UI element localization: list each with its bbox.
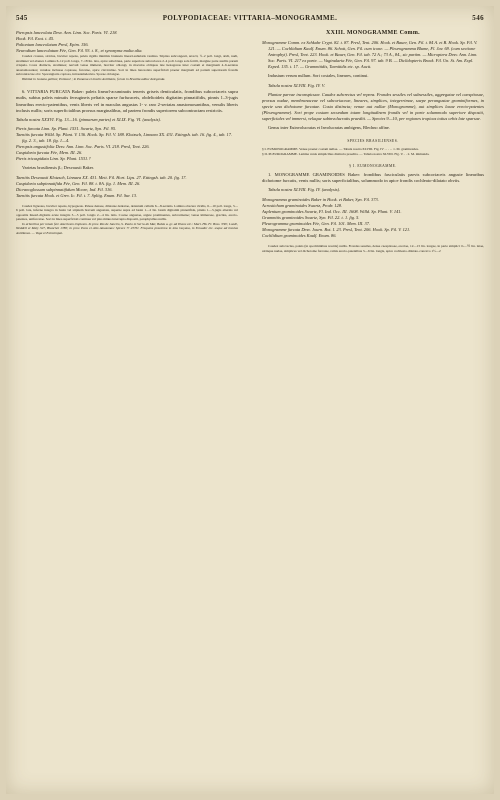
right-column-paragraph: [262, 156, 484, 164]
left-column-paragraph: Pteropsis angustifolia Desv. Ann. Linn. Soc. Paris. VI. 218. Presl, Tent. 226.: [16, 144, 150, 150]
left-column: [16, 30, 238, 790]
left-column-paragraph: Neurodium lanceolatum Fée, Gen. Fil. 93. t. 8., et synonyma multa alia.: [16, 48, 143, 54]
left-column-paragraph: Pteris tricuspidata Linn. Sp. Plant. 1531.?: [16, 156, 91, 162]
right-column-paragraph: Cochlidium graminoides Kaulf. Enum. 86.: [262, 233, 337, 239]
page-header: [16, 14, 484, 26]
right-column-paragraph: Asplenium graminoides Swartz, Fl. Ind. Occ. III. 1608. Willd. Sp. Plant. V. 141.: [262, 208, 402, 214]
running-head: POLYPODIACEAE: VITTARIA–MONOGRAMME.: [162, 14, 338, 22]
right-column-paragraph: XXIII. MONOGRAMME Comm.: [326, 30, 420, 36]
left-column-paragraph: Cuspidaria furcata Fée, Mem. III. 26.: [16, 150, 83, 156]
left-column-paragraph: Cuspidaria subpinnatifida Fée, Gen. Fil. 88. t. 8A. fig. 1. Mem. III. 26.: [16, 180, 141, 186]
left-column-paragraph: Pteris furcata Linn. Sp. Plant. 1531. Swartz, Syn. Fil. 95.: [16, 125, 117, 131]
left-column-paragraph: Varietas brasiliensis β.; Desvauxii Baker.: [22, 165, 94, 171]
left-column-paragraph: Caudex crassus, strictus, breviter repens, paleis rigidis minimis brunneis linearl-subulatis vestitus. Stipites subcongesti, arrecti, ½–2 poll. longi, atidi, nudi, straminei vel ebenei. Lamina 6–12 poll. longa, 7–18 lin. lata, apice subobtusa, parte superiore subcoriacea 2–4 poll. longa sola fertili, margine parte sterilis parum crispula. Costa distincta, straminea; nervuli venae immersi, breviter oblongi, in maculos obliquas late hexagonas inter costam et marginem 4–6-seriatas anastomosantes; venulae inclusae copiosae, furcatae, apice clavicultae. Sori in linea lanceolata superficiali praeter marginali ad partem superiorem frondis subcontractae obv. Sporangiaria copiosa, intrastamelevuta. Sporae oblongae.: [16, 54, 238, 77]
right-column-paragraph: Caudex subcrectus, paleis (in speciminibus nostris) nullis. Frondes sessiles, dense caespitosae, erectae, 12—15 lin. longae, in parte simplici ⅛—⅙ lin. latae, utrinque nudae, simplices vel dichotome furcatae, ramis erecto-patentibus 3—6 lin. longis, apice cochleato-dilatato-concavo 1½—2: [262, 244, 484, 253]
left-column-paragraph: Tabula nostra XXXVI. Fig. 13—16. (pinnarum partes) et XLIX. Fig. VI. (analysis).: [16, 116, 161, 122]
right-column-paragraph: Tabula nostra XLVIII. Fig. IV. (analysis).: [268, 187, 341, 193]
left-column-paragraph: In arboribus per totam fere Americam tropicam. In prov. Rio de Janeiro, S. Paulo in Serra do Mar, Bahia a. gr. ad Ilheos etc.: Mart. Hb. Fl. Bras. 330!, Lund!, Weddell et Maly 327, Blanchet 1780; in prov. Para et Alto Amazonas: Spruce 7! 2376!. Frequens praeterea in tota Guyana, in Ecuador etc. usque ad insulas Antillanas. — Vaga et Extratropai.: [16, 221, 238, 235]
book-page: [6, 6, 494, 794]
left-column-paragraph: Pteropsis lanceolata Desv. Ann. Linn. Soc. Paris. VI. 218.: [16, 30, 118, 35]
right-column-paragraph: Grammitis graminoides Swartz, Syn. Fil. 22. t. 1. fig. 5.: [262, 214, 360, 220]
right-column-paragraph: § I. EUMONOGRAMME.: [349, 164, 397, 169]
right-column: [262, 30, 484, 790]
right-column-paragraph: § II. PLEUROGRAMME. Lamina venis simplicibus distincta praedita. — Tabula nostra XLVIII. Fig. V. . . 2. M. immunda.: [262, 151, 430, 156]
left-column-paragraph: 6. VITTARIA FURCATA Baker: paleis linearl-acuminatis teneris griseis denticulatis, frondibus subcoriaceis supra nudis, subtus paleis minutis ferrugineis peltatis sparse furfuraceis, obdeltoideis digitatim pinnatifidis, pinnis 1–3-jugis linearibus erecto-patentibus, venis liberis vel in maculas angustas 1- v. raro 2-seriatas anastomosantibus, venulis liberis inclusis nullis; soris superficialibus prorsus marginalibus, ad partem frondis superiorem subcontractam restrictis.: [16, 89, 238, 113]
left-column-paragraph: Dicranoglossum subpinnatifidum Moore, Ind. Fil. 316.: [16, 186, 113, 192]
left-column-paragraph: Hook. Fil. Exot. t. 45.: [16, 36, 55, 42]
left-column-paragraph: Paltonium lanceolatum Presl, Epim. 156.: [16, 42, 89, 48]
left-column-paragraph: Taenitis furcata Willd. Sp. Plant. V. 136. Hook. Sp. Fil. V. 188. Klotzsch, Linnaea XX. 431. Ettingsh. tab. 16. fig. 4., tab. 17. fig. 2. 3., tab. 18. fig. 1—4.: [16, 131, 232, 144]
right-column-paragraph: Acrostichum graminoides Swartz, Prodr. 128.: [262, 202, 343, 208]
right-column-paragraph: Plantae parvae inconspicuae. Caudex subcrectus vel repens. Frondes sessiles vel subsessiles, aggregatae vel caespitosae, prorsus nudae, membranaceae vel subcoriaceae, lineares, simplices, integerrimae, saepe perangustae graminiformes, in specie una dichotome furcatae. Costa distincta; venae aut nullae (Monogramme), aut simplices laxae erecto-patentes (Pleurogramme). Sori prope costam secundum totam longitudinem frondis vel in parte solummodo superiore dispositi, superficiales vel immersi, velaque subinvolucratis praediti. — Species 9—10, per regiones tropicas totius orbis late sparsae.: [262, 91, 484, 122]
right-column-paragraph: Monogramme Comm. ex Schkuhr Crypt. 82. t. 87. Presl, Tent. 206. Hook. et Bauer, Gen. Fil. t. 84 A. et B. Hook. Sp. Fil. V. 121. — Cochlidium Kaulf. Enum. 86. Schott, Gen. Fil. cum icone. — Pleurogramma Blume, Fl. Jav. 69. (cum sectione Antrophyi). Presl, Tent. 223. Hook. et Bauer, Gen. Fil. tab. 72 A.; 73 A., 84., sic partim. — Microptera Desv. Ann. Linn. Soc. Paris. VI. 217 ex parte. — Vaginularia Fée, Gen. Fil. 97. tab. 9 B. — Diclidopteris Brack. Fil. Un. St. Am. Expl. Exped. 135. t. 17. — Grammitidis, Taenitidis etc. sp. Auctt.: [262, 40, 478, 70]
left-column-paragraph: Taenitis Desvauxii Klotzsch, Linnaea XX. 431. Mett. Fil. Hort. Lips. 27. Ettingsh. tab. 20. fig. 17.: [16, 174, 187, 180]
right-column-paragraph: SPECIES BRASILIENSES.: [347, 139, 399, 144]
right-column-paragraph: § I. EUMONOGRAMME. Venae praeter costam nullae. — Tabula nostra XLVIII. Fig. IV . . . . . 1. M. graminoides.: [262, 147, 419, 152]
right-column-paragraph: Monogramma graminoides Baker in Hook. et Baker, Syn. Fil. 373.: [262, 196, 379, 202]
right-column-paragraph: Pleurogramma graminoides Fée, Gen. Fil. 101. Mem. III. 37.: [262, 220, 370, 226]
page-number-right: 546: [472, 14, 484, 22]
right-column-paragraph: Genus inter Euinvolucratas et Involucratas ambigens, Blechno affine.: [268, 125, 390, 131]
right-column-paragraph: Tabula nostra XLVIII. Fig. IV. V.: [268, 82, 325, 88]
right-column-paragraph: Monogramme furcata Desv. Journ. Bot. I. 23. Presl, Tent. 206. Hook. Sp. Fil. V. 121.: [262, 226, 411, 232]
left-column-paragraph: Taenitis furcata Hook. et Grev. Ic. Fil. t. 7. Splitg. Enum. Fil. Sur. 13.: [16, 192, 138, 198]
right-column-paragraph: Indusium verum nullum. Sori costales, lineares, continui.: [268, 73, 369, 79]
page-number-left: 545: [16, 14, 28, 22]
right-column-paragraph: 1. MONOGRAMME GRAMINOIDES Baker: frondibus fasciculatis parvis subcoriaceis angustе linearibus dichotome furcatis, venis nullis; soris superficialibus, solummodo in apice frondis cochleato-dilatato obviis.: [262, 172, 484, 184]
right-column-paragraph: [262, 131, 484, 139]
left-column-paragraph: Caudex lignosus, breviter repens, hypogaeus. Paleae densae, dilatatae dentatae, dentatum cellulis 6—8-seriatis. Lamina obscure viridis, 6—10 poll. longa, 3—6 poll. lata, inferne integra in basin vel stipitem brevem angustata, superne supra ad basin 1—2 lin. latam digitatim pinnatifida, pinnis 1—3-jugis alternis vel oppositis linearl-digitatis acute integris 3—5 poll. longis 2—4 lin. latis. Costae angustae, argute prominentes, subcarinatae; venae immersae, graciles, erecto-patentes, unifurcatae. Sori in linea superficiali continua vel plus minus interrupta dispositi, paraphysibus nullis.: [16, 203, 238, 222]
left-column-paragraph: [16, 81, 238, 89]
left-column-paragraph: Habitat in Guiana gallica; Poiteau! ; in Panama et insulis Antillanis, forum in Brasilia adhuc detegenda.: [22, 76, 166, 81]
